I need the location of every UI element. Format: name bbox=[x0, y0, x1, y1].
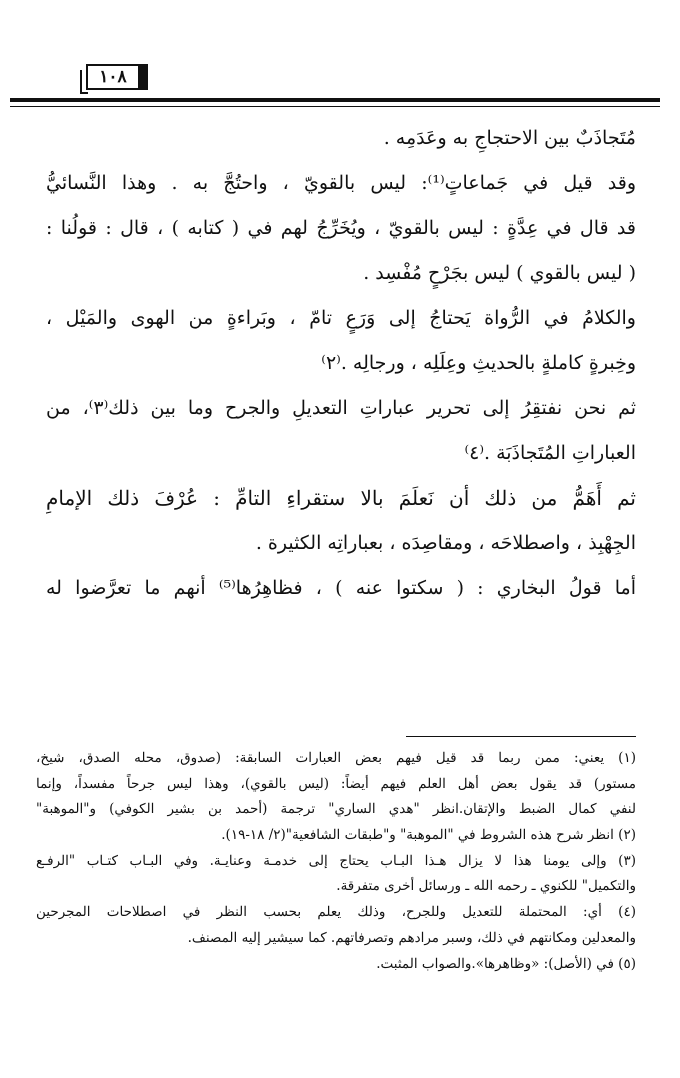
text-line: ثم أَهَمُّ من ذلك أن نَعلَمَ بالا ستقراءِ التامِّ : عُرْفَ ذلك الإمامِ bbox=[46, 486, 636, 510]
text-line: الجِهْبِذ ، واصطلاحَه ، ومقاصِدَه ، بعباراتِه الكثيرة . bbox=[255, 532, 636, 554]
footnotes bbox=[36, 746, 636, 977]
footnote-line: مستور) قد يقول بعض أهل العلم فيهم أيضاً: (ليس بالقوي)، وهذا ليس جرحاً مفسداً، وإنما bbox=[36, 775, 636, 792]
text-line: وخِبرةٍ كاملةٍ بالحديثِ وعِلَلِه ، ورجالِه .⁽٢⁾ bbox=[321, 352, 636, 374]
page-number: ١٠٨ bbox=[86, 64, 140, 90]
text-line: ( ليس بالقوي ) ليس بجَرْحٍ مُفْسِد . bbox=[363, 262, 636, 284]
footnote-line: والتكميل" للكنوي ـ رحمه الله ـ ورسائل أخرى متفرقة. bbox=[336, 878, 636, 895]
footnote-line: لنفي كمال الضبط والإتقان.انظر "هدي الساري" ترجمة (أحمد بن بشير الكوفي) و"الموهبة" bbox=[36, 801, 636, 818]
header-rule-thick bbox=[10, 98, 660, 102]
footnote-line: والمعدلين ومكانتهم في ذلك، وسبر مرادهم وتصرفاتهم. كما سيشير إليه المصنف. bbox=[187, 929, 636, 946]
footnote-line: (٣) وإلى يومنا هذا لا يزال هـذا البـاب يحتاج إلى خدمـة وعنايـة. وفي البـاب كتـاب "الرفـع bbox=[36, 852, 636, 869]
footnote-line: (٢) انظر شرح هذه الشروط في "الموهبة" و"طبقات الشافعية"(٢/ ١٨-١٩). bbox=[221, 827, 636, 844]
text-line: مُتَجاذَبٌ بين الاحتجاجِ به وعَدَمِه . bbox=[383, 127, 636, 149]
text-line: وقد قيل في جَماعاتٍ⁽¹⁾: ليس بالقويّ ، واحتُجَّ به . وهذا النَّسائيُّ bbox=[46, 172, 636, 194]
text-line: أما قولُ البخاري : ( سكتوا عنه ) ، فظاهِرُها⁽⁵⁾ أنهم ما تعرَّضوا له bbox=[46, 577, 636, 599]
footnote-separator bbox=[406, 736, 636, 737]
header-rule-thin bbox=[10, 106, 660, 107]
footnote-line: (٥) في (الأصل): «وظاهرها».والصواب المثبت. bbox=[376, 955, 636, 972]
footnote-line: (١) يعني: ممن ربما قد قيل فيهم بعض العبارات السابقة: (صدوق، محله الصدق، شيخ، bbox=[36, 750, 636, 766]
text-line: والكلامُ في الرُّواة يَحتاجُ إلى وَرَعٍ تامّ ، وبَراءةٍ من الهوى والمَيْل ، bbox=[46, 307, 636, 329]
footnote-line: (٤) أي: المحتملة للتعديل وللجرح، وذلك يعلم بحسب النظر في اصطلاحات المجرحين bbox=[36, 904, 636, 921]
main-text bbox=[46, 116, 636, 611]
text-line: قد قال في عِدَّةٍ : ليس بالقويّ ، ويُخَرِّجُ لهم في ( كتابه ) ، قال : قولُنا : bbox=[46, 217, 636, 239]
text-line: ثم نحن نفتقِرُ إلى تحرير عباراتِ التعديلِ والجرح وما بين ذلك⁽٣⁾، من bbox=[46, 397, 636, 419]
text-line: العباراتِ المُتَجاذَبَة .⁽٤⁾ bbox=[464, 442, 636, 464]
